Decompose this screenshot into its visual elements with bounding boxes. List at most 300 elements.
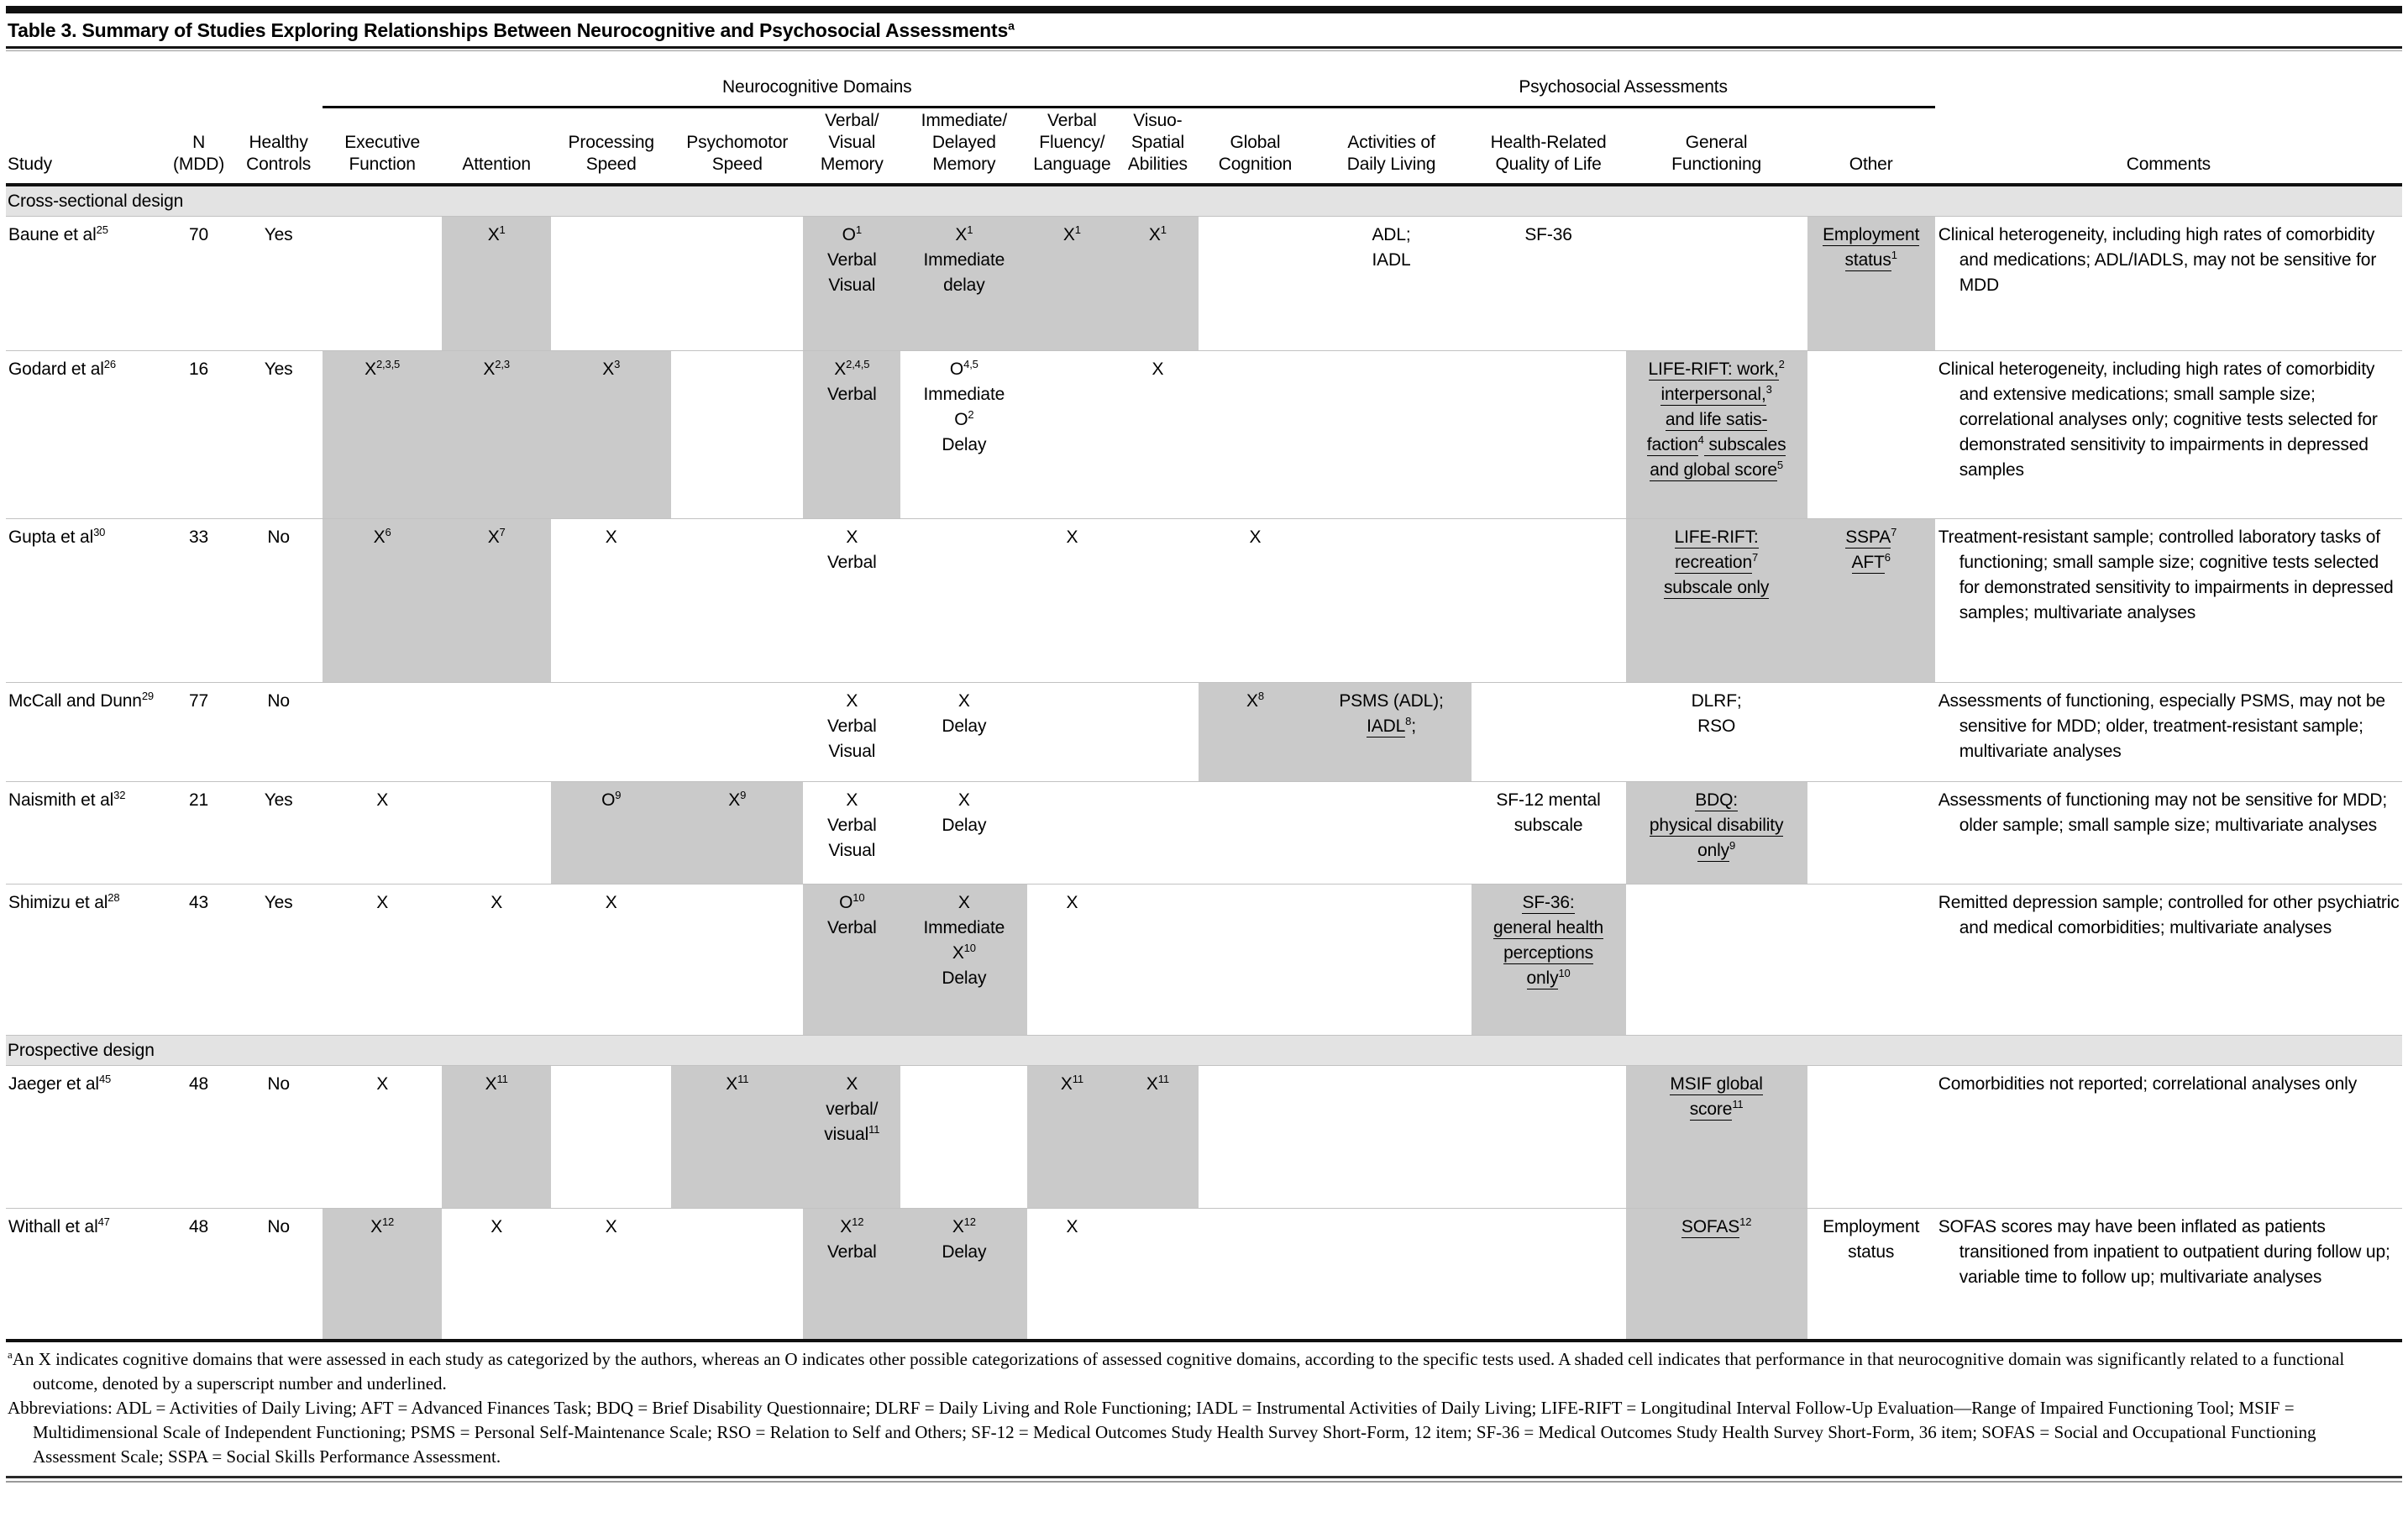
cell-processing_speed	[551, 782, 671, 884]
superscript: 7	[1752, 551, 1759, 564]
cell-immediate_delayed_memory	[900, 782, 1027, 884]
cell-text: X	[952, 943, 964, 963]
section-label: Prospective design	[6, 1036, 2402, 1066]
column-header-executive_function: Executive Function	[323, 108, 442, 186]
superscript: 32	[113, 789, 126, 801]
cell-processing_speed	[551, 519, 671, 683]
cell-executive_function	[323, 217, 442, 351]
cell-general_functioning	[1626, 351, 1807, 519]
healthy-controls-cell: No	[234, 1066, 323, 1209]
comments-cell	[1935, 1066, 2402, 1209]
cell-verbal_fluency_language	[1027, 217, 1116, 351]
cell-verbal_visual_memory	[803, 1209, 900, 1339]
study-cell	[6, 1209, 163, 1339]
cell-text: O	[839, 893, 853, 912]
cell-visuo_spatial_abilities	[1116, 683, 1199, 782]
significant-outcome-text: interpersonal,	[1660, 385, 1766, 404]
significant-outcome-text: score	[1689, 1100, 1733, 1119]
cell-visuo_spatial_abilities	[1116, 217, 1199, 351]
article-table-page	[0, 6, 2408, 1483]
cell-psychomotor_speed	[671, 217, 803, 351]
study-cell	[6, 683, 163, 782]
cell-text: X	[1066, 1217, 1078, 1236]
table-title	[8, 19, 2402, 42]
superscript: 2	[968, 408, 974, 421]
cell-text: X	[605, 528, 617, 547]
column-header-activities_daily_living: Activities of Daily Living	[1311, 108, 1471, 186]
cell-text: X	[365, 360, 376, 379]
superscript: 11	[1157, 1073, 1169, 1085]
cell-global_cognition	[1199, 217, 1311, 351]
cell-text: X	[1062, 225, 1075, 244]
header-corner-right	[1935, 53, 2402, 108]
cell-text: X	[491, 1217, 503, 1236]
cell-verbal_visual_memory	[803, 1066, 900, 1209]
cell-global_cognition	[1199, 782, 1311, 884]
superscript: 2	[1778, 358, 1785, 370]
cell-text: Visual	[828, 276, 876, 295]
cell-attention	[442, 782, 551, 884]
column-header-comments: Comments	[1935, 108, 2402, 186]
cell-text: X	[1066, 893, 1078, 912]
significant-outcome-text: perceptions	[1503, 943, 1594, 963]
comments-text: Treatment-resistant sample; controlled laboratory tasks of functioning; small sample size; cognitive tests selected for demonstrated sensitivity to impairments in depressed samples; multivariate analyses	[1938, 528, 2394, 622]
cell-text: ;	[1411, 717, 1416, 736]
cell-text: X	[487, 225, 500, 244]
cell-text: X	[846, 691, 858, 711]
footnote-a-marker: a	[8, 1347, 13, 1361]
cell-text: X	[728, 790, 741, 810]
superscript: 9	[615, 789, 622, 801]
column-header-general_functioning: General Functioning	[1626, 108, 1807, 186]
cell-activities_daily_living	[1311, 683, 1471, 782]
cell-text: X	[846, 790, 858, 810]
table-title-footnote-marker: a	[1008, 18, 1015, 33]
cell-activities_daily_living	[1311, 1209, 1471, 1339]
superscript: 10	[1558, 967, 1571, 979]
cell-text: O	[954, 410, 968, 429]
column-header-psychomotor_speed: Psychomotor Speed	[671, 108, 803, 186]
healthy-controls-cell: No	[234, 519, 323, 683]
superscript: 3	[614, 358, 621, 370]
cell-health_related_qol	[1472, 1066, 1626, 1209]
cell-verbal_visual_memory	[803, 782, 900, 884]
superscript: 5	[1776, 459, 1784, 471]
cell-activities_daily_living	[1311, 351, 1471, 519]
healthy-controls-cell: Yes	[234, 351, 323, 519]
superscript: 1	[967, 223, 973, 236]
cell-global_cognition	[1199, 884, 1311, 1036]
section-row	[6, 1036, 2402, 1066]
cell-text: X	[957, 790, 970, 810]
cell-processing_speed	[551, 1209, 671, 1339]
cell-verbal_fluency_language	[1027, 519, 1116, 683]
significant-outcome-text: IADL	[1367, 717, 1406, 736]
cell-text: X	[834, 360, 847, 379]
title-rule	[6, 46, 2402, 51]
cell-executive_function	[323, 1209, 442, 1339]
cell-text: X	[846, 1074, 858, 1094]
group-header-row	[6, 53, 2402, 108]
cell-text: SF-12 mental	[1496, 790, 1601, 810]
study-row	[6, 351, 2402, 519]
cell-text: Immediate	[923, 250, 1005, 270]
footnote-a	[8, 1347, 2400, 1396]
superscript: 8	[1257, 690, 1264, 702]
superscript: 7	[499, 526, 506, 538]
cell-processing_speed	[551, 884, 671, 1036]
cell-text: Delay	[942, 435, 987, 454]
cell-general_functioning	[1626, 1209, 1807, 1339]
significant-outcome-text: only	[1697, 841, 1730, 860]
cell-text: X	[605, 893, 617, 912]
cell-verbal_visual_memory	[803, 519, 900, 683]
cell-text: X	[726, 1074, 738, 1094]
superscript: 12	[852, 1215, 864, 1228]
cell-processing_speed	[551, 351, 671, 519]
study-cell	[6, 217, 163, 351]
superscript: 12	[963, 1215, 976, 1228]
cell-attention	[442, 1209, 551, 1339]
cell-text: X	[602, 360, 615, 379]
superscript: 8	[1405, 715, 1412, 727]
superscript: 47	[97, 1215, 110, 1228]
cell-text: O	[842, 225, 856, 244]
superscript: 12	[381, 1215, 395, 1228]
cell-text: O	[601, 790, 616, 810]
comments-cell	[1935, 884, 2402, 1036]
significant-outcome-text: and life satis-	[1665, 410, 1768, 429]
healthy-controls-cell: No	[234, 683, 323, 782]
column-header-n_mdd: N (MDD)	[163, 108, 234, 186]
superscript: 1	[855, 223, 862, 236]
significant-outcome-text: LIFE-RIFT: work,	[1648, 360, 1779, 379]
superscript: 1	[499, 223, 506, 236]
n-mdd-cell: 48	[189, 1217, 209, 1236]
study-name: Withall et $al^{47}$	[8, 1215, 110, 1236]
healthy-controls-cell: No	[267, 1217, 290, 1236]
cell-text: X	[957, 893, 970, 912]
superscript: 30	[93, 526, 106, 538]
column-header-attention: Attention	[442, 108, 551, 186]
comments-text: Comorbidities not reported; correlational analyses only	[1938, 1074, 2358, 1094]
studies-summary-table	[6, 53, 2402, 1339]
superscript: 7	[1891, 526, 1897, 538]
table-footnotes	[6, 1339, 2402, 1472]
healthy-controls-cell: Yes	[234, 782, 323, 884]
study-row	[6, 884, 2402, 1036]
significant-outcome-text: general health	[1493, 918, 1604, 937]
comments-cell	[1935, 1209, 2402, 1339]
cell-activities_daily_living	[1311, 519, 1471, 683]
superscript: 26	[103, 358, 116, 370]
cell-activities_daily_living	[1311, 884, 1471, 1036]
cell-general_functioning	[1626, 884, 1807, 1036]
significant-outcome-text: physical disability	[1649, 816, 1784, 835]
cell-other	[1807, 351, 1935, 519]
significant-outcome-text: only	[1526, 968, 1559, 988]
superscript: 11	[737, 1073, 749, 1085]
superscript: 10	[853, 891, 865, 904]
study-name: Godard et $al^{26}$	[8, 358, 116, 379]
cell-processing_speed	[551, 683, 671, 782]
significant-outcome-text: subscale only	[1663, 578, 1770, 597]
superscript: 25	[96, 223, 108, 236]
cell-verbal_fluency_language	[1027, 1209, 1116, 1339]
comments-text: Assessments of functioning may not be sensitive for MDD; older sample; small sample size; multivariate analyses	[1938, 790, 2388, 835]
cell-attention	[442, 519, 551, 683]
cell-psychomotor_speed	[671, 519, 803, 683]
superscript: 11	[868, 1123, 880, 1136]
cell-text: Immediate	[923, 918, 1005, 937]
column-header-immediate_delayed_memory: Immediate/ Delayed Memory	[900, 108, 1027, 186]
cell-health_related_qol	[1472, 351, 1626, 519]
cell-executive_function	[323, 351, 442, 519]
cell-attention	[442, 683, 551, 782]
cell-text: X	[605, 1217, 617, 1236]
cell-executive_function	[323, 782, 442, 884]
comments-cell	[1935, 351, 2402, 519]
cell-attention	[442, 1066, 551, 1209]
cell-text: Verbal	[826, 1242, 877, 1262]
cell-visuo_spatial_abilities	[1116, 351, 1199, 519]
cell-text: subscale	[1514, 816, 1583, 835]
cell-activities_daily_living	[1311, 1066, 1471, 1209]
comments-text: Remitted depression sample; controlled for other psychiatric and medical comorbidities; multivariate analyses	[1938, 893, 2400, 937]
healthy-controls-cell: Yes	[234, 217, 323, 351]
column-header-study: Study	[6, 108, 163, 186]
group-header-psychosocial: Psychosocial Assessments	[1311, 53, 1934, 108]
study-name: Jaeger et $al^{45}$	[8, 1073, 112, 1094]
cell-activities_daily_living	[1311, 782, 1471, 884]
cell-psychomotor_speed	[671, 884, 803, 1036]
superscript: 29	[141, 690, 155, 702]
cell-text: Visual	[828, 742, 876, 761]
comments-text: SOFAS scores may have been inflated as patients transitioned from inpatient to outpatient during follow up; variable time to follow up; multivariate analyses	[1938, 1217, 2390, 1287]
cell-health_related_qol	[1472, 782, 1626, 884]
cell-psychomotor_speed	[671, 351, 803, 519]
cell-text: Verbal	[826, 553, 877, 572]
study-name: Gupta et $al^{30}$	[8, 526, 106, 547]
cell-health_related_qol	[1472, 217, 1626, 351]
cell-immediate_delayed_memory	[900, 519, 1027, 683]
cell-text: Visual	[828, 841, 876, 860]
table-title-text: Table 3. Summary of Studies Exploring Relationships Between Neurocognitive and Psychosocial Assessments	[8, 19, 1009, 41]
cell-visuo_spatial_abilities	[1116, 1209, 1199, 1339]
column-header-visuo_spatial_abilities: Visuo- Spatial Abilities	[1116, 108, 1199, 186]
cell-text: visual	[824, 1125, 869, 1144]
cell-text: X	[1246, 691, 1258, 711]
cell-text: Immediate	[923, 385, 1005, 404]
cell-text: Verbal	[826, 717, 877, 736]
comments-cell	[1935, 217, 2402, 351]
cell-text: DLRF;	[1691, 691, 1742, 711]
header-corner	[6, 53, 323, 108]
superscript: 4	[1697, 433, 1704, 446]
n-mdd-cell: 16	[163, 351, 234, 519]
significant-outcome-text: SSPA	[1845, 528, 1891, 547]
cell-executive_function	[323, 884, 442, 1036]
cell-verbal_fluency_language	[1027, 782, 1116, 884]
cell-visuo_spatial_abilities	[1116, 519, 1199, 683]
cell-immediate_delayed_memory	[900, 683, 1027, 782]
cell-text: X	[373, 528, 386, 547]
cell-verbal_fluency_language	[1027, 1066, 1116, 1209]
cell-text: X	[846, 528, 858, 547]
comments-text: Assessments of functioning, especially PSMS, may not be sensitive for MDD; older, treatment-resistant sample; multivariate analyses	[1938, 691, 2385, 761]
column-header-global_cognition: Global Cognition	[1199, 108, 1311, 186]
cell-text: Verbal	[826, 918, 877, 937]
cell-text: X	[376, 893, 389, 912]
cell-general_functioning	[1626, 217, 1807, 351]
cell-text: X	[952, 1217, 964, 1236]
study-name: Naismith et $al^{32}$	[8, 789, 126, 810]
cell-text: Verbal	[826, 816, 877, 835]
cell-other	[1807, 782, 1935, 884]
significant-outcome-text: recreation	[1675, 553, 1752, 572]
superscript: 1	[1160, 223, 1167, 236]
superscript: 45	[98, 1073, 112, 1085]
superscript: 2,4,5	[846, 358, 870, 370]
n-mdd-cell: 70	[163, 217, 234, 351]
comments-text: Clinical heterogeneity, including high rates of comorbidity and medications; ADL/IADLS, may not be sensitive for MDD	[1938, 225, 2377, 295]
n-mdd-cell: 21	[163, 782, 234, 884]
cell-visuo_spatial_abilities	[1116, 782, 1199, 884]
significant-outcome-text: subscales	[1703, 435, 1786, 454]
cell-text: X	[376, 790, 389, 810]
cell-executive_function	[323, 519, 442, 683]
superscript: 9	[740, 789, 747, 801]
study-row	[6, 519, 2402, 683]
cell-text: X	[1148, 225, 1161, 244]
n-mdd-cell: 77	[163, 683, 234, 782]
superscript: 6	[1884, 551, 1891, 564]
superscript: 11	[1072, 1073, 1083, 1085]
column-header-verbal_fluency_language: Verbal Fluency/ Language	[1027, 108, 1116, 186]
cell-executive_function	[323, 683, 442, 782]
cell-psychomotor_speed	[671, 683, 803, 782]
cell-global_cognition	[1199, 683, 1311, 782]
significant-outcome-text: faction	[1646, 435, 1698, 454]
cell-immediate_delayed_memory	[900, 884, 1027, 1036]
cell-text: Delay	[942, 1242, 987, 1262]
significant-outcome-text: SF-36:	[1522, 893, 1575, 912]
superscript: 2,3,5	[375, 358, 401, 370]
superscript: 6	[385, 526, 391, 538]
column-header-healthy_controls: Healthy Controls	[234, 108, 323, 186]
study-row	[6, 1209, 2402, 1339]
significant-outcome-text: AFT	[1851, 553, 1885, 572]
significant-outcome-text: SOFAS	[1681, 1217, 1740, 1236]
cell-other	[1807, 519, 1935, 683]
cell-text: status	[1848, 1242, 1895, 1262]
cell-immediate_delayed_memory	[900, 351, 1027, 519]
study-cell	[6, 519, 163, 683]
column-header-health_related_qol: Health-Related Quality of Life	[1472, 108, 1626, 186]
cell-text: X	[1066, 528, 1078, 547]
comments-cell	[1935, 683, 2402, 782]
study-cell	[6, 1066, 163, 1209]
cell-health_related_qol	[1472, 519, 1626, 683]
cell-text: X	[485, 1074, 497, 1094]
cell-text: SF-36	[1524, 225, 1572, 244]
section-row	[6, 185, 2402, 217]
cell-text: verbal/	[826, 1100, 879, 1119]
column-header-other: Other	[1807, 108, 1935, 186]
cell-other	[1807, 1066, 1935, 1209]
cell-psychomotor_speed	[671, 1209, 803, 1339]
study-row	[6, 217, 2402, 351]
cell-visuo_spatial_abilities	[1116, 1066, 1199, 1209]
study-cell	[6, 351, 163, 519]
cell-text: Verbal	[826, 385, 877, 404]
study-name: McCall and Dunn$^{29}$	[8, 690, 155, 711]
column-header-verbal_visual_memory: Verbal/ Visual Memory	[803, 108, 900, 186]
study-row	[6, 782, 2402, 884]
significant-outcome-text: Employment	[1823, 225, 1920, 244]
significant-outcome-text: BDQ:	[1695, 790, 1738, 810]
cell-text: X	[487, 528, 500, 547]
cell-attention	[442, 351, 551, 519]
cell-immediate_delayed_memory	[900, 1066, 1027, 1209]
cell-attention	[442, 217, 551, 351]
cell-executive_function	[323, 1066, 442, 1209]
superscript: 4,5	[963, 358, 978, 370]
superscript: 28	[108, 891, 120, 904]
cell-text: Delay	[942, 717, 987, 736]
cell-immediate_delayed_memory	[900, 1209, 1027, 1339]
n-mdd-cell: 43	[163, 884, 234, 1036]
cell-text: X	[1060, 1074, 1073, 1094]
significant-outcome-text: and global score	[1650, 460, 1777, 480]
cell-immediate_delayed_memory	[900, 217, 1027, 351]
cell-text: X	[1249, 528, 1262, 547]
cell-health_related_qol	[1472, 1209, 1626, 1339]
column-header-processing_speed: Processing Speed	[551, 108, 671, 186]
cell-health_related_qol	[1472, 683, 1626, 782]
cell-other	[1807, 1209, 1935, 1339]
n-mdd-cell: 33	[163, 519, 234, 683]
cell-processing_speed	[551, 1066, 671, 1209]
cell-text: X	[1146, 1074, 1158, 1094]
cell-activities_daily_living	[1311, 217, 1471, 351]
cell-other	[1807, 884, 1935, 1036]
cell-text: RSO	[1697, 717, 1736, 736]
cell-text: X	[955, 225, 968, 244]
significant-outcome-text: MSIF global	[1670, 1074, 1763, 1094]
superscript: 1	[1891, 249, 1897, 261]
cell-text: X	[840, 1217, 853, 1236]
cell-verbal_visual_memory	[803, 351, 900, 519]
cell-text: X	[370, 1217, 382, 1236]
comments-cell	[1935, 782, 2402, 884]
cell-general_functioning	[1626, 519, 1807, 683]
superscript: 1	[1074, 223, 1081, 236]
cell-verbal_visual_memory	[803, 683, 900, 782]
study-row	[6, 1066, 2402, 1209]
cell-global_cognition	[1199, 1209, 1311, 1339]
superscript: 11	[1732, 1098, 1744, 1110]
cell-verbal_fluency_language	[1027, 884, 1116, 1036]
cell-text: delay	[943, 276, 985, 295]
significant-outcome-text: status	[1844, 250, 1891, 270]
cell-other	[1807, 217, 1935, 351]
cell-text: O	[949, 360, 964, 379]
cell-attention	[442, 884, 551, 1036]
superscript: 9	[1729, 839, 1736, 852]
cell-verbal_fluency_language	[1027, 351, 1116, 519]
comments-text: Clinical heterogeneity, including high rates of comorbidity and extensive medications; small sample size; correlational analyses only; cognitive tests selected for demonstrated sensitivity to impairments in depressed samples	[1938, 360, 2378, 480]
